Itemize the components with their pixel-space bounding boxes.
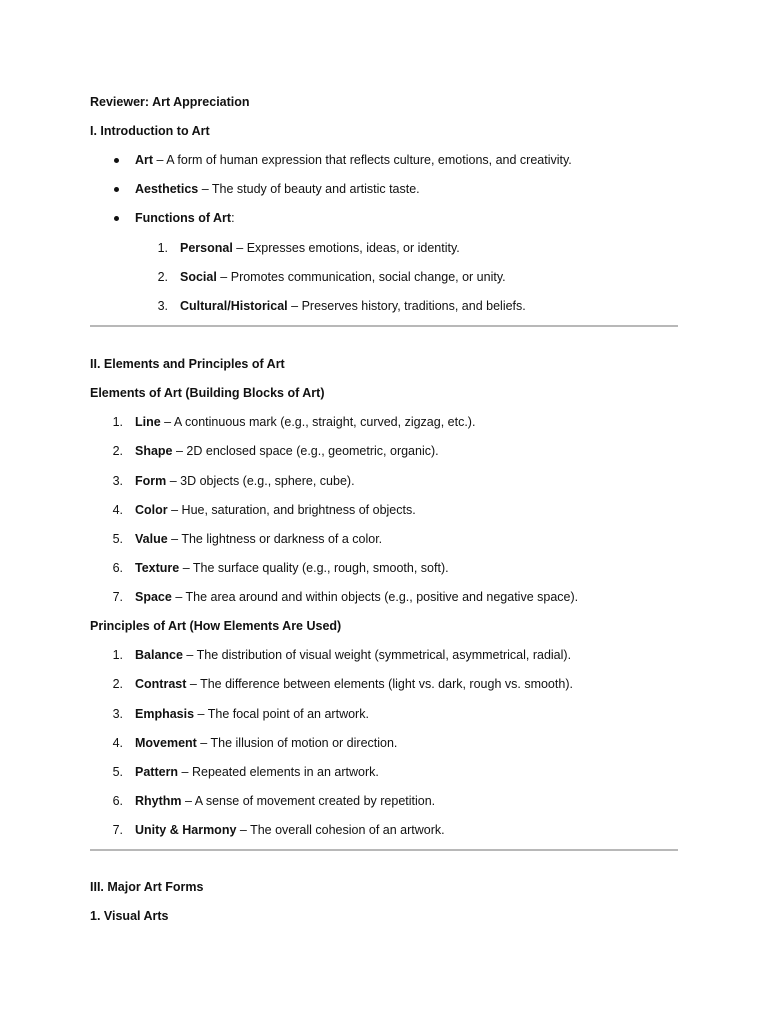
list-item (135, 735, 397, 751)
list-text: – A continuous mark (e.g., straight, curved, zigzag, etc.). (160, 415, 476, 429)
section-heading-elements-principles: II. Elements and Principles of Art (90, 357, 285, 371)
bullet-dot (114, 158, 119, 163)
bullet-item (135, 210, 235, 226)
list-term: Social (180, 270, 217, 284)
bullet-dot (114, 216, 119, 221)
bullet-term: Art (135, 153, 154, 167)
list-item (135, 822, 445, 838)
list-text: – Repeated elements in an artwork. (178, 765, 379, 779)
section-heading-art-forms: III. Major Art Forms (90, 880, 204, 894)
list-number: 1. (112, 648, 123, 662)
list-number: 1. (112, 415, 123, 429)
bullet-term: Aesthetics (135, 182, 199, 196)
list-term: Contrast (135, 677, 187, 691)
bullet-item (135, 152, 572, 168)
list-item (135, 647, 571, 663)
list-text: – The illusion of motion or direction. (196, 736, 398, 750)
list-item (135, 706, 369, 722)
list-number: 1. (157, 241, 168, 255)
bullet-item (135, 181, 420, 197)
horizontal-divider (90, 849, 678, 851)
list-text: – A sense of movement created by repetition. (181, 794, 436, 808)
list-item (135, 793, 435, 809)
list-text: – Expresses emotions, ideas, or identity. (232, 241, 460, 255)
list-number: 2. (112, 677, 123, 691)
list-number: 5. (112, 532, 123, 546)
list-term: Personal (180, 241, 233, 255)
list-text: – The difference between elements (light vs. dark, rough vs. smooth). (186, 677, 573, 691)
list-term: Space (135, 590, 172, 604)
list-item (135, 589, 578, 605)
list-term: Texture (135, 561, 180, 575)
list-item (135, 560, 449, 576)
list-item (135, 502, 416, 518)
list-number: 4. (112, 503, 123, 517)
horizontal-divider (90, 325, 678, 327)
list-text: – Hue, saturation, and brightness of objects. (167, 503, 416, 517)
list-text: – Preserves history, traditions, and beliefs. (287, 299, 526, 313)
list-number: 2. (157, 270, 168, 284)
list-item (180, 298, 526, 314)
list-number: 3. (112, 474, 123, 488)
list-text: – 3D objects (e.g., sphere, cube). (166, 474, 355, 488)
list-item (180, 269, 506, 285)
bullet-text: – The study of beauty and artistic taste. (198, 182, 420, 196)
list-number: 6. (112, 794, 123, 808)
list-term: Color (135, 503, 168, 517)
list-item (135, 473, 355, 489)
list-number: 2. (112, 444, 123, 458)
list-number: 5. (112, 765, 123, 779)
list-number: 7. (112, 590, 123, 604)
subheading-principles: Principles of Art (How Elements Are Used) (90, 619, 342, 633)
list-item (135, 414, 475, 430)
section-heading-intro: I. Introduction to Art (90, 124, 210, 138)
list-item (135, 443, 439, 459)
list-text: – The overall cohesion of an artwork. (236, 823, 445, 837)
list-item (135, 764, 379, 780)
bullet-dot (114, 187, 119, 192)
list-text: – 2D enclosed space (e.g., geometric, organic). (172, 444, 439, 458)
subheading-visual-arts: 1. Visual Arts (90, 909, 169, 923)
list-term: Line (135, 415, 161, 429)
list-item (135, 676, 573, 692)
list-term: Emphasis (135, 707, 195, 721)
list-term: Rhythm (135, 794, 182, 808)
list-number: 3. (112, 707, 123, 721)
list-number: 7. (112, 823, 123, 837)
list-term: Unity & Harmony (135, 823, 237, 837)
list-term: Value (135, 532, 168, 546)
bullet-term: Functions of Art (135, 211, 232, 225)
bullet-text: – A form of human expression that reflects culture, emotions, and creativity. (153, 153, 572, 167)
list-term: Movement (135, 736, 197, 750)
list-number: 3. (157, 299, 168, 313)
list-item (135, 531, 382, 547)
list-term: Form (135, 474, 167, 488)
bullet-text: : (231, 211, 235, 225)
list-item (180, 240, 460, 256)
list-text: – The lightness or darkness of a color. (167, 532, 383, 546)
list-text: – The area around and within objects (e.g., positive and negative space). (171, 590, 579, 604)
list-term: Shape (135, 444, 173, 458)
list-number: 4. (112, 736, 123, 750)
document-title: Reviewer: Art Appreciation (90, 95, 250, 109)
subheading-elements: Elements of Art (Building Blocks of Art) (90, 386, 325, 400)
list-text: – The distribution of visual weight (symmetrical, asymmetrical, radial). (182, 648, 572, 662)
list-term: Balance (135, 648, 183, 662)
list-text: – The focal point of an artwork. (194, 707, 369, 721)
list-text: – The surface quality (e.g., rough, smooth, soft). (179, 561, 449, 575)
list-number: 6. (112, 561, 123, 575)
list-term: Pattern (135, 765, 179, 779)
list-term: Cultural/Historical (180, 299, 288, 313)
list-text: – Promotes communication, social change, or unity. (216, 270, 506, 284)
